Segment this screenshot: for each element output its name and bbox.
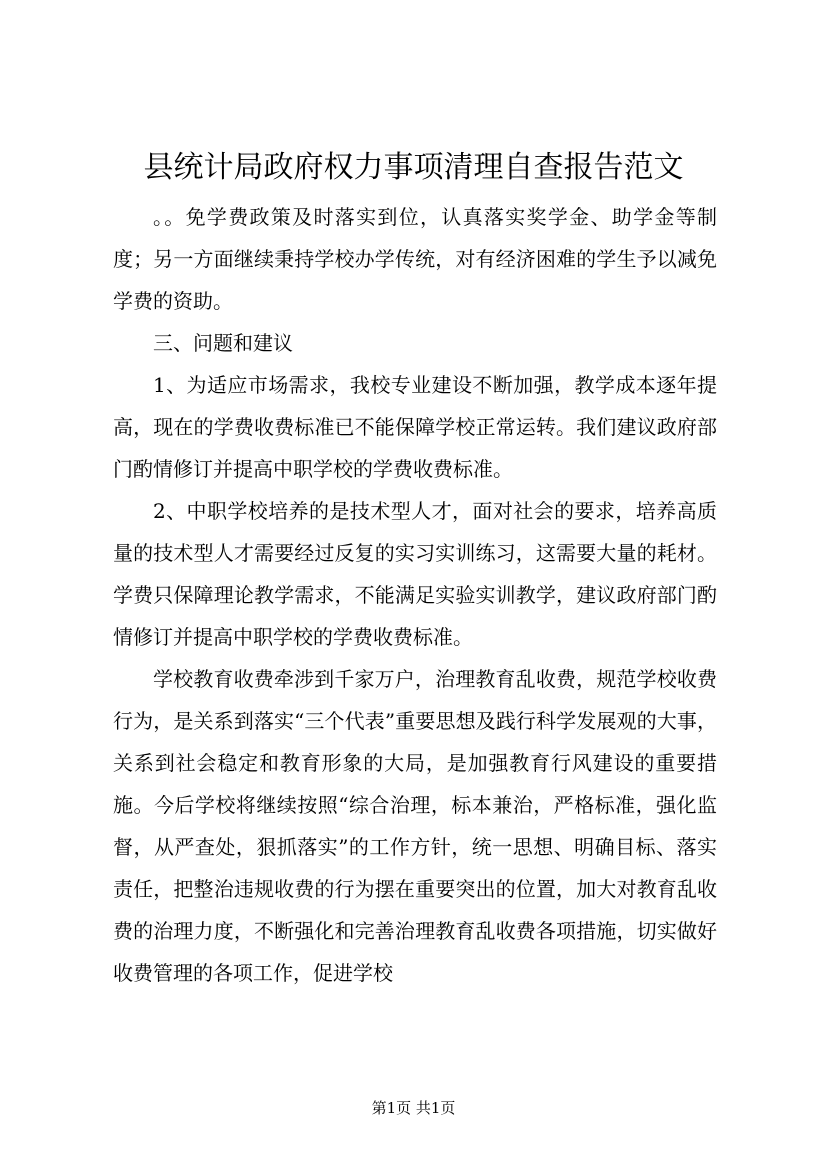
paragraph-tuition-policy: 。。免学费政策及时落实到位，认真落实奖学金、助学金等制度；另一方面继续秉持学校办学传统，对有经济困难的学生予以减免学费的资助。 bbox=[113, 205, 717, 313]
paragraph-suggestion-2: 2、中职学校培养的是技术型人才，面对社会的要求，培养高质量的技术型人才需要经过反复的实习实训练习，这需要大量的耗材。学费只保障理论教学需求，不能满足实验实训教学，建议政府部门酌情修订并提高中职学校的学费收费标准。 bbox=[113, 499, 717, 649]
document-body bbox=[113, 196, 717, 994]
page-footer: 第1页 共1页 bbox=[371, 1099, 456, 1117]
paragraph-conclusion: 学校教育收费牵涉到千家万户，治理教育乱收费，规范学校收费行为，是关系到落实“三个代表”重要思想及践行科学发展观的大事，关系到社会稳定和教育形象的大局，是加强教育行风建设的重要措施。今后学校将继续按照“综合治理，标本兼治，严格标准，强化监督，从严查处，狠抓落实”的工作方针，统一思想、明确目标、落实责任，把整治违规收费的行为摆在重要突出的位置，加大对教育乱收费的治理力度，不断强化和完善治理教育乱收费各项措施，切实做好收费管理的各项工作，促进学校 bbox=[113, 667, 717, 985]
section-heading-problems-suggestions: 三、问题和建议 bbox=[153, 331, 293, 355]
paragraph-suggestion-1: 1、为适应市场需求，我校专业建设不断加强，教学成本逐年提高，现在的学费收费标准已不能保障学校正常运转。我们建议政府部门酌情修订并提高中职学校的学费收费标准。 bbox=[113, 373, 717, 481]
document-title: 县统计局政府权力事项清理自查报告范文 bbox=[143, 150, 684, 185]
